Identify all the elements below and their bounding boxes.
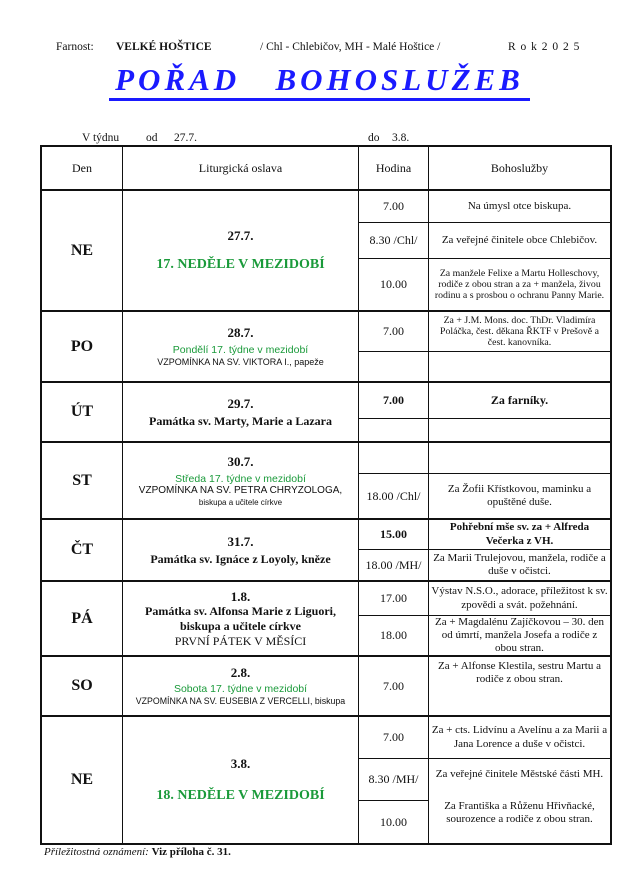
weekday-title-28-7: Pondělí 17. týdne v mezidobí xyxy=(172,344,309,357)
celebration-31-7 xyxy=(123,520,358,580)
celebration-28-7 xyxy=(123,312,358,381)
hour-27-7-a: 7.00 xyxy=(383,199,404,214)
date-30-7: 30.7. xyxy=(227,453,254,469)
feast-29-7: Památka sv. Marty, Marie a Lazara xyxy=(149,413,332,428)
intention-27-7-a: Na úmysl otce biskupa. xyxy=(467,199,572,212)
intention-1-8-a: Výstav N.S.O., adorace, příležitost k sv. zpovědi a svát. požehnání. xyxy=(431,585,608,611)
intention-27-7-c: Za manžele Felixe a Martu Holleschovy, rodiče z obou stran a za + manžela, živou rodinu a s prosbou o ochranu Panny Marie. xyxy=(434,267,605,302)
day-sunday-2: NE xyxy=(70,771,94,789)
celebration-27-7 xyxy=(123,191,358,310)
hour-2-8: 7.00 xyxy=(383,678,404,693)
memorial-30-7-detail: biskupa a učitele církve xyxy=(198,497,283,507)
intention-28-7: Za + J.M. Mons. doc. ThDr. Vladimíra Poláčka, čest. děkana ŘKTF v Prešově a čest. kanovníka. xyxy=(440,314,599,349)
column-header-hour: Hodina xyxy=(375,160,412,175)
day-monday: PO xyxy=(70,337,94,355)
announcements-text: Viz příloha č. 31. xyxy=(151,846,231,858)
date-31-7: 31.7. xyxy=(227,533,254,549)
week-label: V týdnu xyxy=(82,132,120,144)
day-saturday: SO xyxy=(71,677,93,695)
column-header-day: Den xyxy=(72,160,92,175)
intention-3-8-a: Za + cts. Lidvínu a Avelínu a za Marii a Jana Lorence a duše v očistci. xyxy=(431,724,608,750)
intention-29-7: Za farníky. xyxy=(490,393,549,408)
intention-2-8: Za + Alfonse Klestila, sestru Martu a rodiče z obou stran. xyxy=(438,659,601,685)
celebration-2-8 xyxy=(123,657,358,715)
hour-3-8-b: 8.30 /MH/ xyxy=(368,772,419,787)
day-tuesday: ÚT xyxy=(70,403,94,421)
feast-1-8: Památka sv. Alfonsa Marie z Liguori, xyxy=(145,604,336,619)
intention-30-7: Za Žofii Křístkovou, maminku a opuštěné duše. xyxy=(447,482,592,508)
feast-31-7: Památka sv. Ignáce z Loyoly, kněze xyxy=(150,551,331,566)
week-from-date: 27.7. xyxy=(174,132,197,144)
announcements xyxy=(44,846,231,858)
celebration-30-7 xyxy=(123,443,358,518)
hour-31-7-b: 18.00 /MH/ xyxy=(365,557,422,572)
intention-3-8-c: Za Františka a Růženu Hřivňacké, sourozence a rodiče z obou stran. xyxy=(444,799,595,825)
intention-3-8-b: Za veřejné činitele Městské části MH. xyxy=(435,768,604,781)
sunday-title-18: 18. NEDĚLE V MEZIDOBÍ xyxy=(156,788,325,804)
column-header-celebration: Liturgická oslava xyxy=(198,160,283,175)
sunday-title-17: 17. NEDĚLE V MEZIDOBÍ xyxy=(156,256,325,272)
date-1-8: 1.8. xyxy=(230,588,251,604)
intention-31-7-b: Za Marii Trulejovou, manžela, rodiče a duše v očistci. xyxy=(433,551,606,577)
first-friday: PRVNÍ PÁTEK V MĚSÍCI xyxy=(174,633,307,648)
week-to-date: 3.8. xyxy=(392,132,410,144)
year-label: R o k 2 0 2 5 xyxy=(508,41,581,53)
memorial-30-7: VZPOMÍNKA NA SV. PETRA CHRYZOLOGA, xyxy=(138,485,343,497)
day-friday: PÁ xyxy=(71,609,93,627)
hour-28-7: 7.00 xyxy=(383,324,404,339)
hour-30-7: 18.00 /Chl/ xyxy=(366,488,421,503)
intention-1-8-b: Za + Magdalénu Zajíčkovou – 30. den od úmrtí, manžela Josefa a rodiče z obou stran. xyxy=(434,615,605,655)
celebration-1-8 xyxy=(123,582,358,655)
date-27-7: 27.7. xyxy=(227,228,254,244)
parish-label: Farnost: xyxy=(56,41,94,53)
hour-29-7: 7.00 xyxy=(383,393,404,408)
weekday-title-2-8: Sobota 17. týdne v mezidobí xyxy=(173,683,308,696)
hour-3-8-a: 7.00 xyxy=(383,730,404,745)
date-29-7: 29.7. xyxy=(227,395,254,411)
celebration-3-8 xyxy=(123,717,358,843)
page-title: POŘAD BOHOSLUŽEB xyxy=(0,62,639,98)
hour-31-7-a: 15.00 xyxy=(380,527,407,542)
intention-27-7-b: Za veřejné činitele obce Chlebičov. xyxy=(441,233,598,246)
hour-1-8-b: 18.00 xyxy=(380,628,407,643)
memorial-28-7: VZPOMÍNKA NA SV. VIKTORA I., papeže xyxy=(157,356,324,367)
intention-31-7-a: Pohřební mše sv. za + Alfreda Večerka z VH. xyxy=(449,521,590,547)
celebration-29-7 xyxy=(123,383,358,441)
hour-1-8-a: 17.00 xyxy=(380,591,407,606)
hour-3-8-c: 10.00 xyxy=(380,814,407,829)
column-header-services: Bohoslužby xyxy=(490,160,549,175)
week-to-label: do xyxy=(368,132,380,144)
day-wednesday: ST xyxy=(72,471,92,489)
hour-27-7-b: 8.30 /Chl/ xyxy=(369,233,418,248)
hour-27-7-c: 10.00 xyxy=(380,277,407,292)
feast-1-8-detail: biskupa a učitele církve xyxy=(179,619,301,634)
date-28-7: 28.7. xyxy=(227,325,254,341)
day-thursday: ČT xyxy=(70,541,94,559)
date-3-8: 3.8. xyxy=(230,755,251,771)
parish-name: VELKÉ HOŠTICE xyxy=(116,41,212,53)
day-sunday-1: NE xyxy=(70,241,94,259)
filial-churches: / Chl - Chlebičov, MH - Malé Hoštice / xyxy=(260,41,441,53)
week-from-label: od xyxy=(146,132,158,144)
date-2-8: 2.8. xyxy=(230,665,251,681)
memorial-2-8: VZPOMÍNKA NA SV. EUSEBIA Z VERCELLI, biskupa xyxy=(135,695,346,706)
weekday-title-30-7: Středa 17. týdne v mezidobí xyxy=(175,472,306,485)
announcements-label: Příležitostná oznámení: xyxy=(44,846,149,858)
